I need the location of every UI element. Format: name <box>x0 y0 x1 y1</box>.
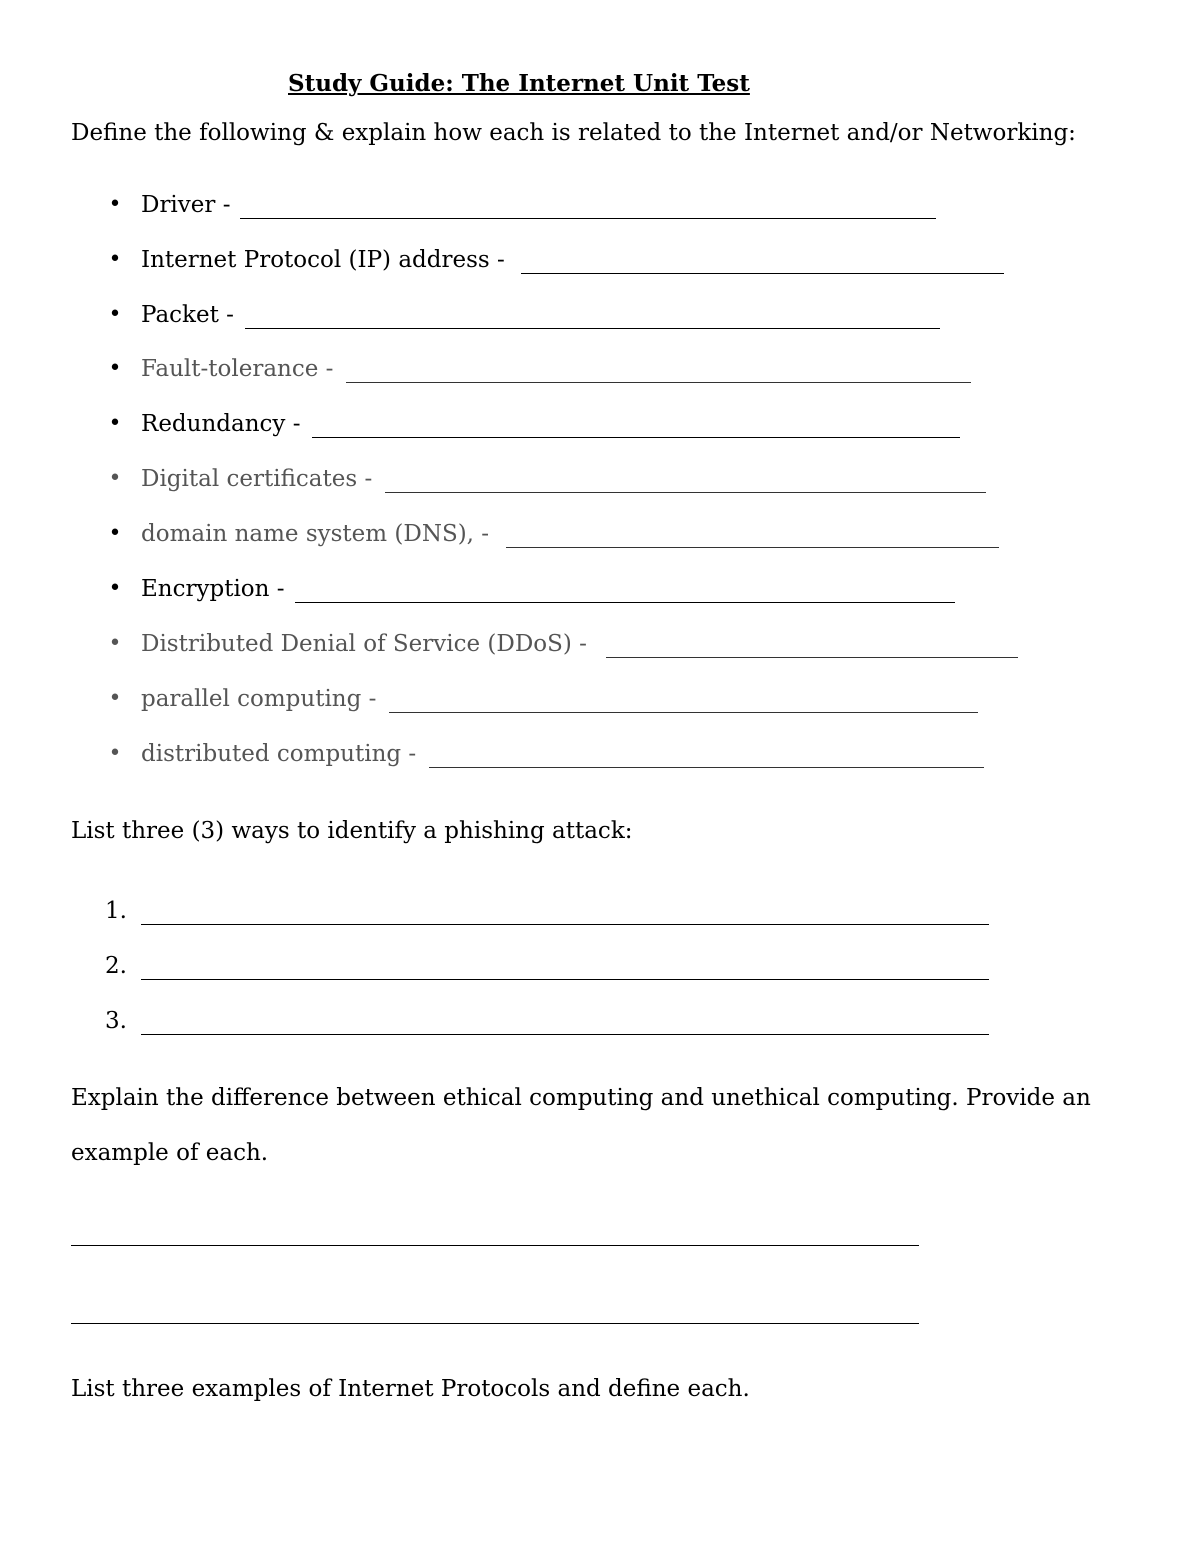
intro-instructions: Define the following & explain how each is related to the Internet and/or Networking: <box>71 120 1076 146</box>
answer-blank-fault-tolerance[interactable] <box>346 382 971 383</box>
phishing-answer-blank-2[interactable] <box>141 979 989 980</box>
answer-blank-packet[interactable] <box>245 328 940 329</box>
answer-blank-distributed-computing[interactable] <box>429 767 984 768</box>
term-label: distributed computing - <box>141 741 417 767</box>
answer-blank-ip-address[interactable] <box>521 273 1004 274</box>
phishing-item-number: 3. <box>105 1008 127 1034</box>
bullet-icon: • <box>108 466 122 491</box>
term-label: Encryption - <box>141 576 285 602</box>
bullet-icon: • <box>108 302 122 327</box>
bullet-icon: • <box>108 356 122 381</box>
protocols-prompt: List three examples of Internet Protocols and define each. <box>71 1376 750 1402</box>
ethics-answer-blank-2[interactable] <box>71 1323 919 1324</box>
term-label: Fault-tolerance - <box>141 356 334 382</box>
answer-blank-dns[interactable] <box>506 547 999 548</box>
answer-blank-redundancy[interactable] <box>312 437 960 438</box>
phishing-item-number: 1. <box>105 898 127 924</box>
term-label: Distributed Denial of Service (DDoS) - <box>141 631 587 657</box>
bullet-icon: • <box>108 686 122 711</box>
term-label: Driver - <box>141 192 231 218</box>
ethics-prompt-line-2: example of each. <box>71 1140 269 1166</box>
phishing-answer-blank-3[interactable] <box>141 1034 989 1035</box>
bullet-icon: • <box>108 631 122 656</box>
ethics-prompt-line-1: Explain the difference between ethical computing and unethical computing. Provide an <box>71 1085 1091 1111</box>
bullet-icon: • <box>108 192 122 217</box>
ethics-answer-blank-1[interactable] <box>71 1245 919 1246</box>
term-label: Internet Protocol (IP) address - <box>141 247 505 273</box>
answer-blank-parallel-computing[interactable] <box>389 712 978 713</box>
answer-blank-ddos[interactable] <box>606 657 1018 658</box>
phishing-answer-blank-1[interactable] <box>141 924 989 925</box>
phishing-item-number: 2. <box>105 953 127 979</box>
term-label: Digital certificates - <box>141 466 373 492</box>
answer-blank-driver[interactable] <box>240 218 936 219</box>
bullet-icon: • <box>108 741 122 766</box>
bullet-icon: • <box>108 411 122 436</box>
page-title: Study Guide: The Internet Unit Test <box>288 70 750 97</box>
bullet-icon: • <box>108 576 122 601</box>
bullet-icon: • <box>108 521 122 546</box>
term-label: Packet - <box>141 302 234 328</box>
answer-blank-digital-certificates[interactable] <box>385 492 986 493</box>
phishing-prompt: List three (3) ways to identify a phishing attack: <box>71 818 633 844</box>
term-label: Redundancy - <box>141 411 301 437</box>
term-label: domain name system (DNS), - <box>141 521 490 547</box>
bullet-icon: • <box>108 247 122 272</box>
answer-blank-encryption[interactable] <box>295 602 955 603</box>
term-label: parallel computing - <box>141 686 377 712</box>
